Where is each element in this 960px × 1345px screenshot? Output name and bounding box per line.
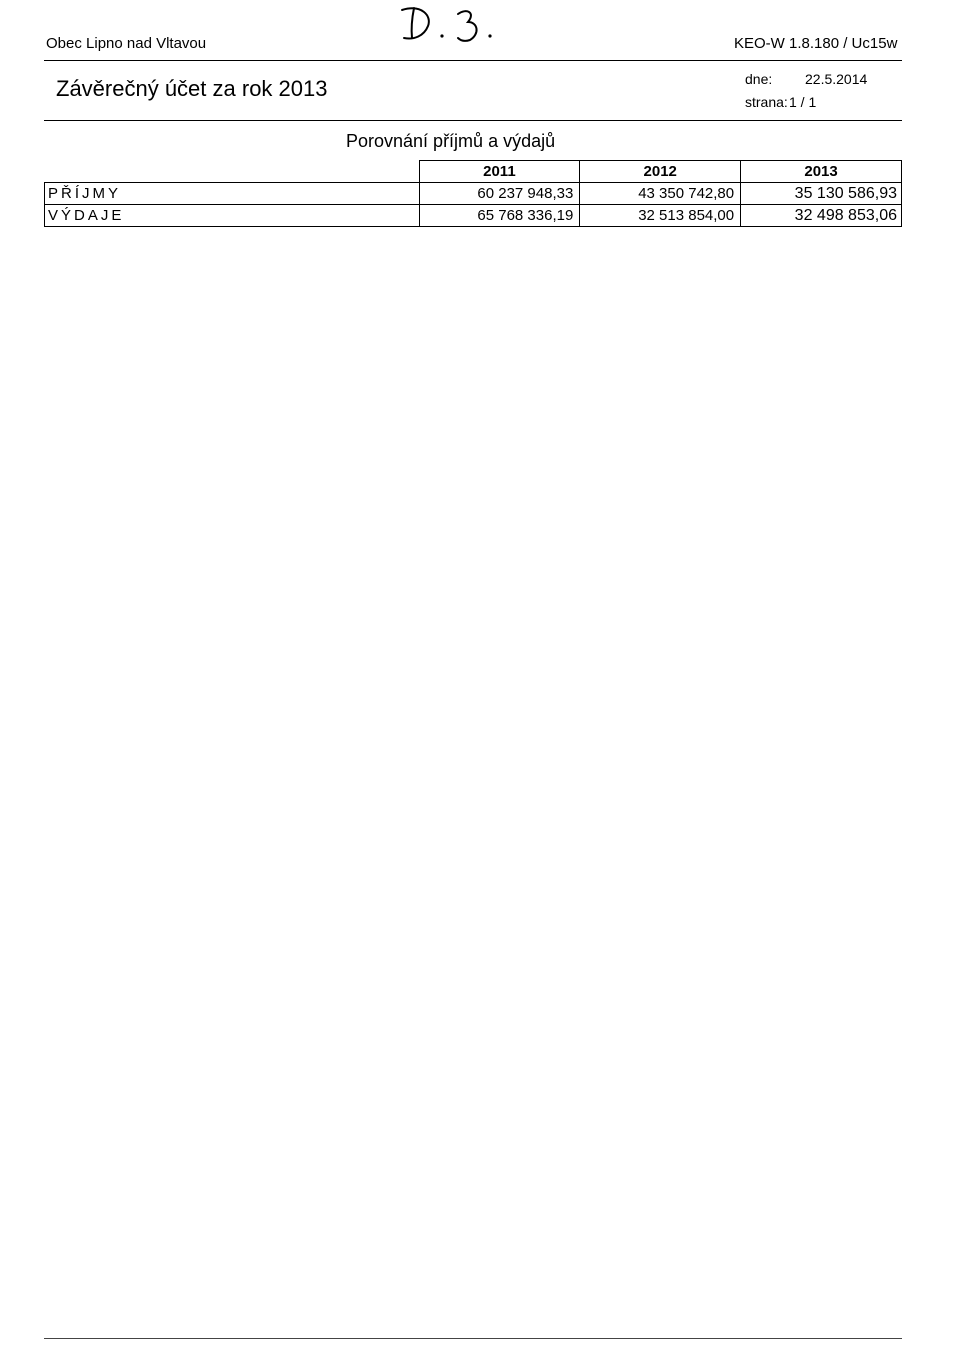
handwritten-mark xyxy=(392,2,504,46)
row-gap xyxy=(144,183,419,205)
year-header: 2011 xyxy=(419,161,580,183)
page-title: Závěrečný účet za rok 2013 xyxy=(56,76,328,101)
income-2012: 43 350 742,80 xyxy=(580,183,741,205)
row-label-income: PŘÍJMY xyxy=(45,183,145,205)
section-subtitle: Porovnání příjmů a výdajů xyxy=(346,131,556,151)
date-value: 22.5.2014 xyxy=(805,71,868,87)
row-label-expenses: VÝDAJE xyxy=(45,205,145,227)
income-2011: 60 237 948,33 xyxy=(419,183,580,205)
section-rule xyxy=(44,120,902,121)
expenses-2012: 32 513 854,00 xyxy=(580,205,741,227)
row-gap xyxy=(144,205,419,227)
report-code: KEO-W 1.8.180 / Uc15w xyxy=(734,35,898,52)
expenses-2013: 32 498 853,06 xyxy=(741,205,902,227)
expenses-2011: 65 768 336,19 xyxy=(419,205,580,227)
footer-rule xyxy=(44,1338,902,1339)
income-2013: 35 130 586,93 xyxy=(741,183,902,205)
header-blank xyxy=(144,161,419,183)
table-header-row xyxy=(45,161,902,183)
header-rule xyxy=(44,60,902,61)
table-row-income xyxy=(45,183,902,205)
date-label: dne: xyxy=(745,71,773,87)
organization-name: Obec Lipno nad Vltavou xyxy=(46,35,207,52)
year-header: 2012 xyxy=(580,161,741,183)
page-label: strana: xyxy=(745,94,788,110)
comparison-table xyxy=(44,160,902,227)
year-header: 2013 xyxy=(741,161,902,183)
page-value: 1 / 1 xyxy=(789,94,817,110)
table-row-expenses xyxy=(45,205,902,227)
header-blank xyxy=(45,161,145,183)
